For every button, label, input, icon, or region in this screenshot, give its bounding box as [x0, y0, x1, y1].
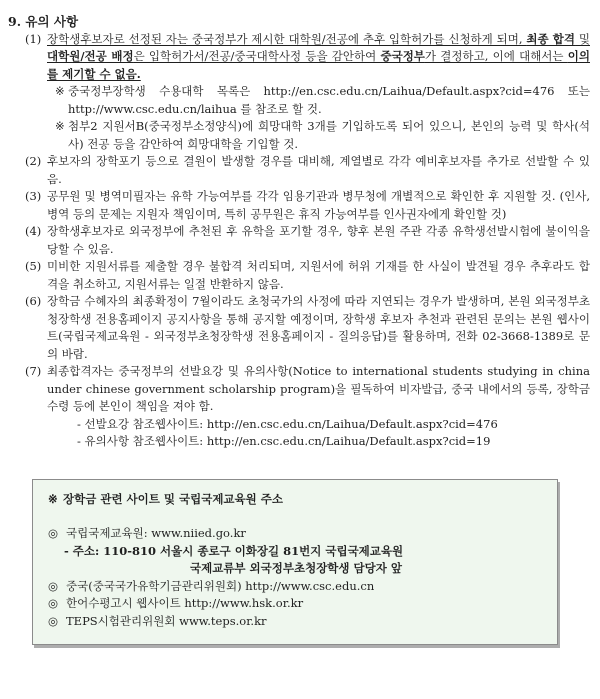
- note-7-ref-website-2: - 유의사항 참조웹사이트: http://en.csc.edu.cn/Laihua/Default.aspx?cid=19: [77, 434, 491, 448]
- note-4-text: 장학생후보자로 외국정부에 추천된 후 유학을 포기할 경우, 향후 본원 주관 각종 유학생선발시험에 불이익을 당할 수 있음.: [47, 224, 590, 256]
- note-1-marker: (1): [25, 31, 42, 46]
- teps-marker: ◎: [48, 614, 59, 629]
- info-box-entry-niied: [33, 525, 545, 543]
- china-marker: ◎: [48, 578, 59, 593]
- info-box-address-line-1: - 주소: 110-810 서울시 종로구 이화장길 81번지 국립국제교육원: [64, 543, 404, 558]
- niied-text: 국립국제교육원: www.niied.go.kr: [66, 526, 246, 541]
- star-note-2-text: 첨부2 지원서B(중국정부소정양식)에 희망대학 3개를 기입하도록 되어 있으니, 본인의 능력 및 학사(석사) 전공 등을 감안하여 희망대학을 기입할 것.: [68, 119, 590, 151]
- section-title: 9. 유의 사항: [8, 14, 79, 29]
- niied-marker: ◎: [48, 526, 59, 541]
- star-note-1: [8, 83, 590, 118]
- info-box-heading-text: 장학금 관련 사이트 및 국립국제교육원 주소: [63, 491, 283, 506]
- hsk-text: 한어수평고시 웹사이트 http://www.hsk.or.kr: [66, 596, 304, 611]
- note-2-marker: (2): [25, 154, 42, 168]
- note-1-run-2-bold: 최종 합격: [526, 31, 576, 46]
- star-note-1-text: 중국정부장학생 수용대학 목록은 http://en.csc.edu.cn/Laihua/Default.aspx?cid=476 또는 http://www.csc.edu.cn/laihua 를 참조로 할 것.: [68, 84, 590, 116]
- star-note-2: [8, 118, 590, 153]
- note-1-run-5: 은 입학허가서/전공/중국대학사정 등을 감안하여: [133, 49, 381, 63]
- note-item-4: [8, 223, 590, 258]
- note-7-marker: (7): [25, 364, 42, 378]
- note-1-run-6-bold: 중국정부: [380, 49, 425, 63]
- info-box-heading-marker: ※: [48, 491, 58, 506]
- china-text: 중국(중국국가유학기금관리위원회) http://www.csc.edu.cn: [66, 578, 375, 593]
- note-6-marker: (6): [25, 294, 42, 308]
- note-item-7: [8, 363, 590, 416]
- note-item-3: [8, 188, 590, 223]
- note-1-run-3: 및: [575, 31, 590, 46]
- info-box: [32, 479, 558, 645]
- note-1-text: [47, 32, 590, 81]
- note-item-1: [8, 31, 590, 84]
- note-3-marker: (3): [25, 189, 42, 203]
- note-1-run-7: 가 결정하고, 이에 대해서는: [424, 49, 568, 63]
- star-note-2-marker: ※: [55, 119, 65, 133]
- note-item-5: [8, 258, 590, 293]
- note-1-run-4-bold: 대학원/전공 배정: [47, 49, 134, 63]
- teps-text: TEPS시험관리위원회 www.teps.or.kr: [66, 614, 267, 629]
- info-box-entry-teps: [33, 613, 545, 631]
- note-5-marker: (5): [25, 259, 42, 273]
- note-4-marker: (4): [25, 224, 42, 238]
- info-box-entry-hsk: [33, 595, 545, 613]
- note-1-run-8-bold: 이의를 제기할 수 없음.: [47, 49, 590, 81]
- note-item-6: [8, 293, 590, 363]
- note-1-run-1: 장학생후보자로 선정된 자는 중국정부가 제시한 대학원/전공에 추후 입학허가를 신청하게 되며,: [47, 31, 527, 46]
- hsk-marker: ◎: [48, 596, 59, 611]
- note-3-text: 공무원 및 병역미필자는 유학 가능여부를 각각 임용기관과 병무청에 개별적으로 확인한 후 지원할 것. (인사, 병역 등의 문제는 지원자 책임이며, 특히 공무원은 휴직 가능여부를 인사권자에게 확인할 것): [47, 189, 590, 221]
- note-6-text: 장학금 수혜자의 최종확정이 7월이라도 초청국가의 사정에 따라 지연되는 경우가 발생하며, 본원 외국정부초청장학생 전용홈페이지 공지사항을 통해 공지할 예정이며, 장학생 후보자 추천과 관련된 문의는 본원 웹사이트(국립국제교육원 - 외국정부초청장학생 전용홈페이지 - 질의응답)를 활용하며, 전화 02-3668-1389로 문의 바람.: [47, 294, 590, 361]
- note-2-text: 후보자의 장학포기 등으로 결원이 발생할 경우를 대비해, 계열별로 각각 예비후보자를 추가로 선발할 수 있음.: [47, 154, 590, 186]
- note-7-ref-website-1: - 선발요강 참조웹사이트: http://en.csc.edu.cn/Laihua/Default.aspx?cid=476: [77, 416, 498, 431]
- note-item-2: [8, 153, 590, 188]
- note-5-text: 미비한 지원서류를 제출할 경우 불합격 처리되며, 지원서에 허위 기재를 한 사실이 발견될 경우 추후라도 합격을 취소하고, 지원서류는 일절 반환하지 않음.: [47, 259, 590, 291]
- star-note-1-marker: ※: [55, 84, 65, 98]
- info-box-entry-china: [33, 578, 545, 596]
- note-7-text: 최종합격자는 중국정부의 선발요강 및 유의사항(Notice to international students studying in china under chinese government scholarship program)을 필독하여 비자발급, 중국 내에서의 등록, 장학금 수령 등에 본인이 책임을 져야 함.: [47, 364, 590, 413]
- info-box-heading: [33, 491, 545, 509]
- info-box-address-line-2: 국제교류부 외국정부초청장학생 담당자 앞: [190, 561, 402, 576]
